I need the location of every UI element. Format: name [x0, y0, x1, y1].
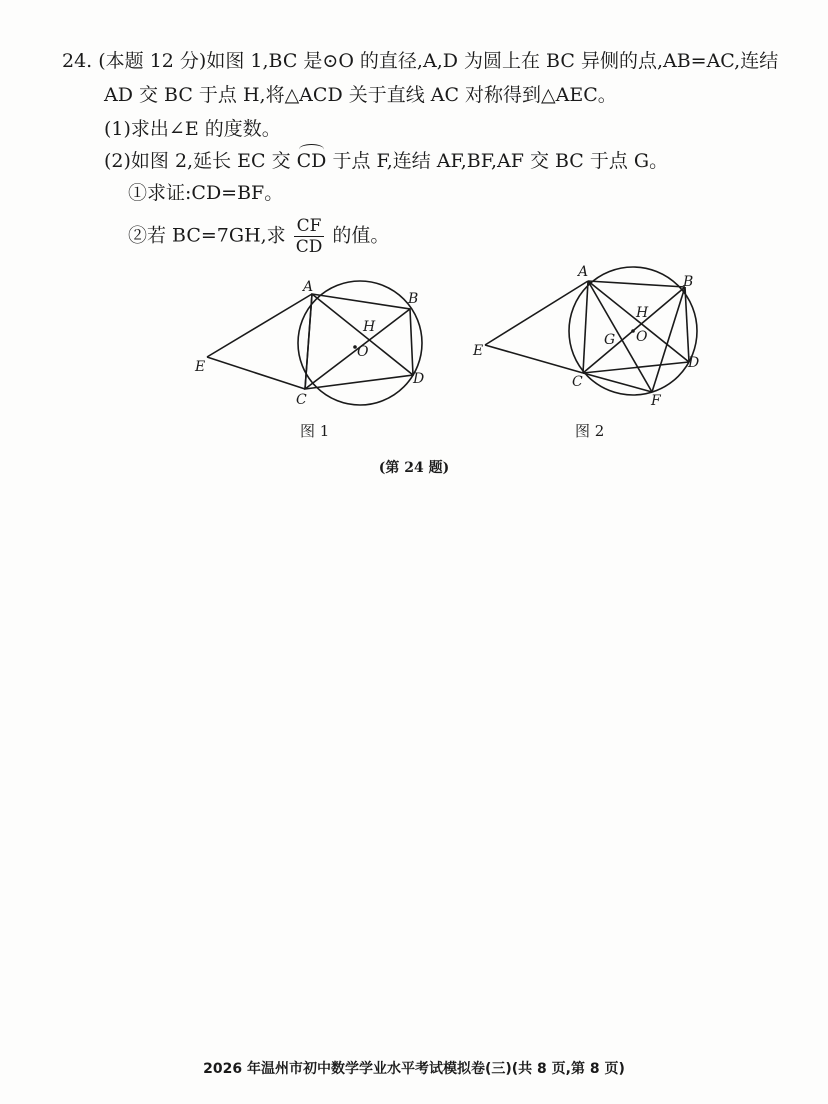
fraction-numerator: CF: [294, 216, 325, 237]
label-a-fig1: A: [303, 279, 314, 295]
circle-o-figure-1: [298, 281, 425, 405]
label-a-fig2: A: [578, 264, 589, 280]
figure-2-caption: 图 2: [575, 422, 605, 440]
label-c-fig2: C: [572, 374, 583, 390]
center-point-figure-2: [631, 329, 635, 333]
label-o-fig1: O: [357, 344, 369, 360]
label-c-fig1: C: [296, 392, 307, 408]
subpart-2: [128, 216, 389, 257]
label-e-fig2: E: [473, 343, 484, 359]
question-stem-continued: AD 交 BC 于点 H,将△ACD 关于直线 AC 对称得到△AEC。: [104, 84, 617, 106]
figure-1-caption: 图 1: [300, 422, 330, 440]
question-stem: 24. (本题 12 分)如图 1,BC 是⊙O 的直径,A,D 为圆上在 BC 异侧的点,AB=AC,连结: [62, 50, 779, 72]
segment-cf: [583, 373, 652, 392]
label-e-fig1: E: [195, 359, 206, 375]
subpart-2-text-start: ②若 BC=7GH,求: [128, 224, 286, 247]
subpart-2-text-end: 的值。: [332, 224, 390, 247]
page-footer: 2026 年温州市初中数学学业水平考试模拟卷(三)(共 8 页,第 8 页): [203, 1061, 625, 1077]
label-h-fig1: H: [363, 319, 376, 335]
part-2-text-start: (2)如图 2,延长 EC 交: [104, 150, 291, 172]
label-b-fig1: B: [408, 291, 419, 307]
figure-2: [485, 267, 700, 395]
figure-1: [207, 281, 425, 405]
label-o-fig2: O: [636, 329, 648, 345]
segment-ac-fig2: [583, 281, 588, 373]
fraction-denominator: CD: [295, 237, 323, 257]
label-b-fig2: B: [683, 274, 694, 290]
quadrilateral-abdc: [305, 294, 413, 389]
segment-ec-fig2: [485, 345, 583, 373]
segment-ae: [207, 294, 312, 357]
figures: [0, 260, 828, 440]
part-1: (1)求出∠E 的度数。: [104, 118, 281, 140]
label-h-fig2: H: [636, 305, 649, 321]
subpart-1: ①求证:CD=BF。: [128, 182, 284, 204]
segment-bf: [652, 287, 685, 392]
arc-cd: CD: [296, 150, 327, 172]
label-g-fig2: G: [604, 332, 616, 348]
segment-ae-fig2: [485, 281, 588, 345]
label-d-fig1: D: [413, 371, 425, 387]
segment-ab-fig2: [588, 281, 685, 287]
segment-ec: [207, 357, 305, 389]
part-2-text-end: 于点 F,连结 AF,BF,AF 交 BC 于点 G。: [332, 150, 669, 172]
part-2: [104, 148, 668, 174]
geometry-figures: [0, 260, 828, 440]
label-d-fig2: D: [688, 355, 700, 371]
label-f-fig2: F: [651, 393, 661, 409]
question-label: (第 24 题): [378, 460, 450, 476]
fraction-cf-over-cd: [294, 216, 325, 257]
